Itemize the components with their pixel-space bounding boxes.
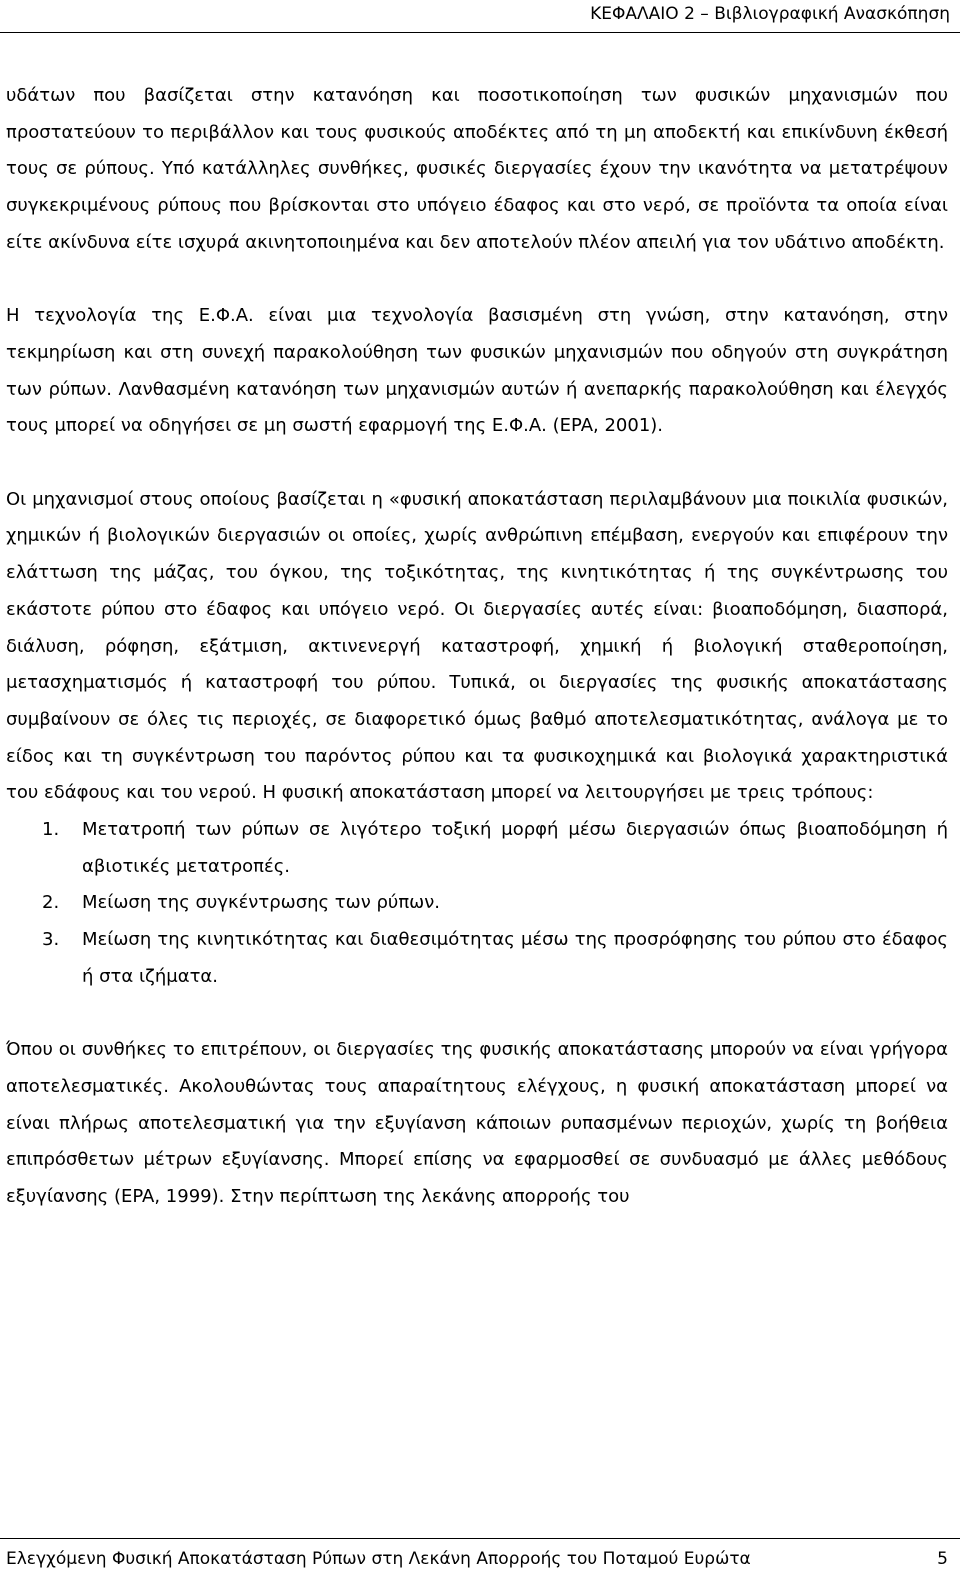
header-divider: [0, 32, 960, 33]
methods-list: [6, 812, 948, 996]
paragraph-conditions: Όπου οι συνθήκες το επιτρέπουν, οι διεργασίες της φυσικής αποκατάστασης μπορούν να είναι γρήγορα αποτελεσματικές. Ακολουθώντας τους απαραίτητους ελέγχους, η φυσική αποκατάσταση μπορεί να είναι πλήρως αποτελεσματική για την εξυγίανση κάποιων ρυπασμένων περιοχών, χωρίς τη βοήθεια επιπρόσθετων μέτρων εξυγίανσης. Μπορεί επίσης να εφαρμοσθεί σε συνδυασμό με άλλες μεθόδους εξυγίανσης (EPA, 1999). Στην περίπτωση της λεκάνης απορροής του: [6, 1039, 948, 1208]
list-item: [6, 922, 948, 995]
paragraph-mechanisms: Οι μηχανισμοί στους οποίους βασίζεται η «φυσική αποκατάσταση περιλαμβάνουν μια ποικιλία φυσικών, χημικών ή βιολογικών διεργασιών οι οποίες, χωρίς ανθρώπινη επέμβαση, ενεργούν και επιφέρουν την ελάττωση της μάζας, του όγκου, της τοξικότητας, της κινητικότητας ή της συγκέντρωσης του εκάστοτε ρύπου στο έδαφος και υπόγειο νερό. Οι διεργασίες αυτές είναι: βιοαποδόμηση, διασπορά, διάλυση, ρόφηση, εξάτμιση, ακτινενεργή καταστροφή, χημική ή βιολογική σταθεροποίηση, μετασχηματισμός ή καταστροφή του ρύπου. Τυπικά, οι διεργασίες της φυσικής αποκατάστασης συμβαίνουν σε όλες τις περιοχές, σε διαφορετικό όμως βαθμό αποτελεσματικότητας, ανάλογα με το είδος και τη συγκέντρωση του παρόντος ρύπου και τα φυσικοχημικά και βιολογικά χαρακτηριστικά του εδάφους και του νερού. Η φυσική αποκατάσταση μπορεί να λειτουργήσει με τρεις τρόπους:: [6, 488, 948, 804]
list-item-number: 3.: [42, 929, 60, 951]
page-number: 5: [937, 1549, 948, 1569]
list-item-number: 1.: [42, 819, 60, 841]
list-item: [6, 885, 948, 922]
list-item-text: Μείωση της κινητικότητας και διαθεσιμότητας μέσω της προσρόφησης του ρύπου στο έδαφος ή στα ιζήματα.: [82, 929, 948, 987]
paragraph-efa-technology: Η τεχνολογία της Ε.Φ.Α. είναι μια τεχνολογία βασισμένη στη γνώση, στην κατανόηση, στην τεκμηρίωση και στη συνεχή παρακολούθηση των φυσικών μηχανισμών που οδηγούν στη συγκράτηση των ρύπων. Λανθασμένη κατανόηση των μηχανισμών αυτών ή ανεπαρκής παρακολούθηση και έλεγχός τους μπορεί να οδηγήσει σε μη σωστή εφαρμογή της Ε.Φ.Α. (EPA, 2001).: [6, 305, 948, 437]
list-item-text: Μείωση της συγκέντρωσης των ρύπων.: [82, 892, 441, 914]
footer-title: Ελεγχόμενη Φυσική Αποκατάσταση Ρύπων στη Λεκάνη Απορροής του Ποταμού Ευρώτα: [6, 1549, 751, 1569]
footer-divider: [0, 1538, 960, 1539]
list-item-text: Μετατροπή των ρύπων σε λιγότερο τοξική μορφή μέσω διεργασιών όπως βιοαποδόμηση ή αβιοτικές μετατροπές.: [82, 819, 948, 877]
document-body: [6, 78, 948, 1216]
list-item: [6, 812, 948, 885]
paragraph-intro: υδάτων που βασίζεται στην κατανόηση και ποσοτικοποίηση των φυσικών μηχανισμών που προστατεύουν το περιβάλλον και τους φυσικούς αποδέκτες από τη μη αποδεκτή και επικίνδυνη έκθεσή τους σε ρύπους. Υπό κατάλληλες συνθήκες, φυσικές διεργασίες έχουν την ικανότητα να μετατρέψουν συγκεκριμένους ρύπους που βρίσκονται στο υπόγειο έδαφος και στο νερό, σε προϊόντα τα οποία είναι είτε ακίνδυνα είτε ισχυρά ακινητοποιημένα και δεν αποτελούν πλέον απειλή για τον υδάτινο αποδέκτη.: [6, 85, 948, 253]
list-item-number: 2.: [42, 892, 60, 914]
chapter-header: ΚΕΦΑΛΑΙΟ 2 – Βιβλιογραφική Ανασκόπηση: [590, 4, 950, 24]
